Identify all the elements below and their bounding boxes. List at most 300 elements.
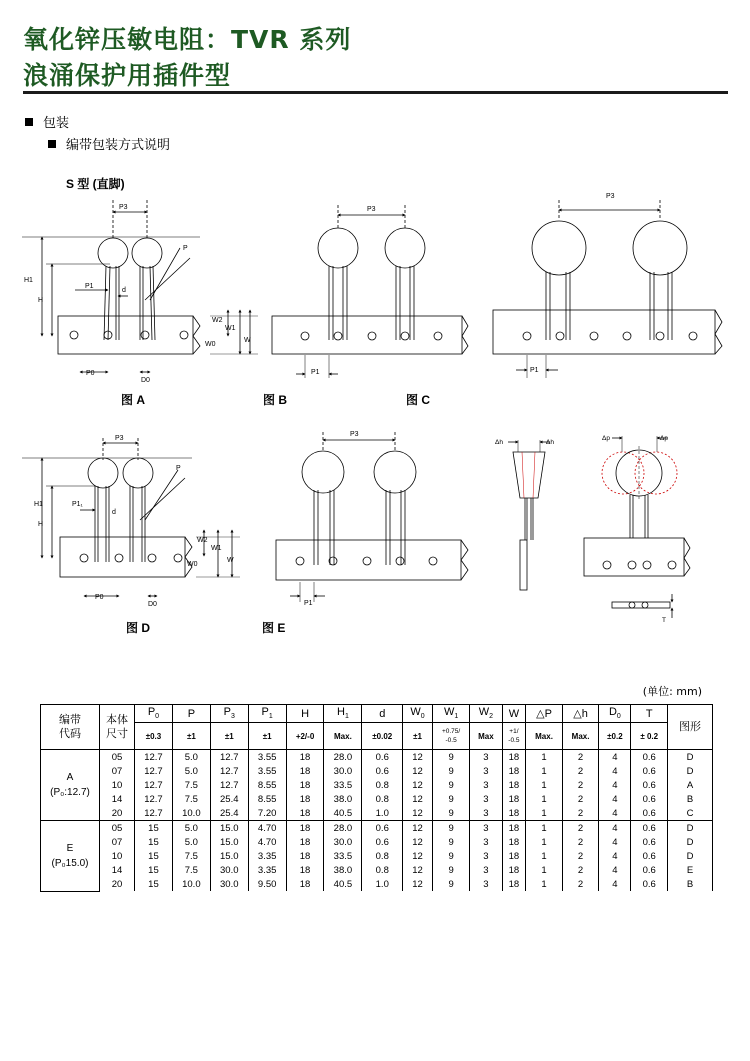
col-tolerance [172,723,210,750]
col-header: $D_0$ [599,705,631,723]
table-cell: 2 [562,778,599,792]
table-cell: 0.6 [631,750,668,765]
dim-p0-a: P0 [86,370,95,377]
table-cell: 20 [100,877,135,891]
table-cell: 2 [562,750,599,765]
unit-note: (单位: mm) [642,685,702,698]
table-cell: 2 [562,835,599,849]
table-cell: D [668,835,713,849]
dim-d0-d: D0 [148,601,157,608]
table-cell: 18 [502,835,526,849]
col-tolerance-l1: +1/ [509,728,519,735]
table-cell: 12.7 [210,778,248,792]
table-cell: 0.6 [631,806,668,821]
table-cell: 9 [432,806,469,821]
table-cell: 10 [100,778,135,792]
table-row [41,877,713,891]
table-cell: 12 [403,821,433,836]
table-cell: 4 [599,821,631,836]
table-tolerance-row [41,723,713,750]
col-tolerance [403,723,433,750]
table-cell: 18 [286,806,324,821]
col-tolerance [286,723,324,750]
col-tolerance-value: Max. [571,731,590,741]
table-cell: 3 [470,764,502,778]
col-header-sub: 0 [616,713,621,721]
dim-w1-d: W1 [211,545,222,552]
table-cell: 0.6 [631,849,668,863]
table-cell: E [668,863,713,877]
col-tolerance-value: ± 0.2 [640,731,659,741]
table-cell: 4.70 [248,835,286,849]
table-cell: 18 [286,821,324,836]
table-cell: 3.35 [248,863,286,877]
table-cell: 0.6 [631,835,668,849]
table-cell: 1 [526,863,563,877]
table-cell: 18 [286,835,324,849]
col-tolerance-value: ±1 [413,731,422,741]
table-cell: 8.55 [248,778,286,792]
table-cell: 18 [286,750,324,765]
table-cell: 12.7 [135,792,173,806]
col-tolerance [362,723,403,750]
table-cell: 3.55 [248,750,286,765]
table-cell: 10 [100,849,135,863]
table-cell: 25.4 [210,806,248,821]
col-tolerance [324,723,362,750]
table-cell: 4 [599,806,631,821]
dim-d0-a: D0 [141,377,150,384]
table-cell: 18 [286,877,324,891]
table-cell: 4 [599,863,631,877]
table-cell: 18 [502,806,526,821]
table-cell: 33.5 [324,778,362,792]
table-cell: 12 [403,778,433,792]
col-tolerance [210,723,248,750]
table-cell: 9 [432,750,469,765]
table-cell: 12 [403,835,433,849]
col-header: $W_2$ [470,705,502,723]
table-cell: 1 [526,750,563,765]
dim-dh-left: Δh [495,439,503,446]
dim-d-a: d [122,287,126,294]
table-cell: 18 [286,764,324,778]
dim-p3-d: P3 [115,435,124,442]
col-tape-code [41,705,100,750]
delta-h-diagram [495,439,554,590]
table-cell: 9 [432,778,469,792]
table-cell: 15 [135,849,173,863]
table-row [41,792,713,806]
table-cell: 25.4 [210,792,248,806]
table-cell: D [668,750,713,765]
table-cell: D [668,764,713,778]
table-cell: 30.0 [210,863,248,877]
table-cell: 5.0 [172,750,210,765]
dim-p3-e: P3 [350,431,359,438]
table-cell: 10.0 [172,877,210,891]
table-cell: 4 [599,849,631,863]
col-figure: 图形 [668,705,713,750]
col-tape-code-l1: 编带 [59,714,81,726]
col-tolerance-value: Max. [334,731,352,741]
table-cell: 18 [286,863,324,877]
table-cell: 4.70 [248,821,286,836]
table-cell: 18 [502,863,526,877]
table-cell: 10.0 [172,806,210,821]
dim-h-a: H [38,297,44,304]
col-tolerance-value: ±1 [262,731,272,741]
delta-p-diagram [584,435,690,624]
table-cell: 12 [403,792,433,806]
col-tolerance-value: ±0.2 [607,731,623,741]
figure-c-diagram [493,193,722,378]
page-title: 氧化锌压敏电阻：TVR 系列 [23,25,352,54]
col-body-size-l1: 本体 [106,714,128,726]
col-tolerance-value: ±1 [224,731,234,741]
table-cell: 3 [470,863,502,877]
table-cell: 1.0 [362,806,403,821]
col-header: H [286,705,324,723]
figure-d-diagram [22,435,240,608]
dim-d-d: d [112,509,116,516]
figure-b-caption: 图 B [263,393,288,407]
table-cell: 12 [403,849,433,863]
table-cell: 4 [599,835,631,849]
dim-t: T [662,617,666,624]
table-cell: 15.0 [210,849,248,863]
table-cell: 30.0 [324,835,362,849]
col-tolerance-value: Max. [535,731,553,741]
table-cell: 1.0 [362,877,403,891]
dim-h-d: H [38,521,44,528]
table-cell: 4 [599,778,631,792]
group-code: A [66,772,74,783]
col-header: $P_3$ [210,705,248,723]
s-type-label: S 型 (直脚) [66,177,125,191]
table-cell: 5.0 [172,835,210,849]
table-cell: 7.5 [172,778,210,792]
table-cell: 33.5 [324,849,362,863]
table-cell: 0.8 [362,792,403,806]
table-cell: 3 [470,806,502,821]
table-cell: 9 [432,863,469,877]
table-cell: 12.7 [135,778,173,792]
dim-p3-a: P3 [119,204,128,211]
table-cell: 3.55 [248,764,286,778]
col-tolerance-value: ±0.3 [145,731,162,741]
table-row [41,750,713,765]
table-cell: 12 [403,764,433,778]
table-cell: 05 [100,821,135,836]
group-code-cell [41,750,100,821]
table-cell: 4 [599,750,631,765]
col-tolerance-value: Max [478,731,494,741]
table-cell: 0.8 [362,849,403,863]
table-cell: 28.0 [324,821,362,836]
table-cell: D [668,821,713,836]
table-cell: 18 [286,778,324,792]
dim-p1-d: P1₁ [72,501,83,508]
table-cell: 15.0 [210,835,248,849]
table-cell: 3 [470,821,502,836]
table-cell: 0.6 [631,821,668,836]
col-tolerance-l2: -0.5 [445,737,457,744]
table-cell: 0.6 [362,835,403,849]
table-cell: 0.6 [631,877,668,891]
col-tolerance-value: +2/-0 [295,731,315,741]
col-header: $H_1$ [324,705,362,723]
col-body-size [100,705,135,750]
table-cell: 9 [432,849,469,863]
table-cell: 15 [135,821,173,836]
table-cell: 40.5 [324,806,362,821]
table-cell: 3 [470,835,502,849]
dim-p3-b: P3 [367,206,376,213]
table-cell: 4 [599,792,631,806]
table-cell: 9 [432,835,469,849]
col-header: W [502,705,526,723]
col-header: $W_0$ [403,705,433,723]
dim-dp-left: Δp [602,435,610,442]
section-packaging-label: 包装 [43,116,70,131]
table-cell: 12 [403,863,433,877]
group-code: E [66,842,74,854]
page-subtitle: 浪涌保护用插件型 [23,61,232,90]
dim-p1-b: P1 [311,369,320,376]
table-cell: 3 [470,792,502,806]
col-header-sub: 1 [454,713,459,721]
table-cell: 3 [470,778,502,792]
table-row [41,806,713,821]
dim-w2-a: W2 [212,317,223,324]
table-cell: 14 [100,863,135,877]
table-cell: 0.6 [631,764,668,778]
table-cell: 2 [562,764,599,778]
table-cell: 15 [135,863,173,877]
col-tolerance [599,723,631,750]
col-header-sub: 0 [420,713,425,721]
table-cell: 0.6 [631,863,668,877]
table-cell: 18 [286,792,324,806]
col-header: $W_1$ [432,705,469,723]
col-header-sub: 1 [268,713,273,721]
dim-h1-d: H1 [34,501,43,508]
table-cell: 9 [432,792,469,806]
col-tolerance [248,723,286,750]
table-cell: 3 [470,849,502,863]
table-cell: 12 [403,806,433,821]
col-tolerance [631,723,668,750]
col-header: T [631,705,668,723]
col-header-sub: 0 [155,713,160,721]
group-code-note: (P₀:12.7) [50,787,90,798]
dim-p1-a: P1 [85,283,94,290]
col-tolerance-value: ±0.02 [372,731,393,741]
col-body-size-l2: 尺寸 [106,728,128,740]
table-cell: 18 [502,778,526,792]
table-cell: 1 [526,835,563,849]
table-cell: 38.0 [324,863,362,877]
dim-h1-a: H1 [24,277,33,284]
col-header: P [172,705,210,723]
figure-a-diagram [22,200,258,384]
figure-d-caption: 图 D [126,621,151,635]
table-cell: 2 [562,849,599,863]
table-cell: 1 [526,806,563,821]
table-cell: C [668,806,713,821]
table-cell: 12.7 [135,764,173,778]
table-row [41,764,713,778]
dim-w1-a: W1 [225,325,236,332]
table-cell: 4 [599,877,631,891]
table-cell: 1 [526,778,563,792]
table-cell: 18 [502,821,526,836]
table-cell: 1 [526,877,563,891]
table-cell: 3 [470,877,502,891]
table-cell: 1 [526,792,563,806]
table-cell: 12.7 [210,750,248,765]
table-row [41,821,713,836]
table-cell: 18 [502,750,526,765]
table-cell: 12 [403,877,433,891]
table-cell: B [668,877,713,891]
table-cell: 7.5 [172,792,210,806]
dim-w0-d: W0 [187,561,198,568]
table-cell: 14 [100,792,135,806]
table-cell: 05 [100,750,135,765]
col-header-sub: 3 [230,713,235,721]
table-cell: 0.6 [362,764,403,778]
dim-dp-right: Δp [660,435,668,442]
col-header: $P_1$ [248,705,286,723]
table-cell: 18 [502,792,526,806]
figure-b-diagram [272,205,468,378]
table-cell: 9 [432,821,469,836]
table-cell: 0.6 [362,750,403,765]
table-cell: 2 [562,792,599,806]
group-code-cell [41,821,100,892]
table-cell: 1 [526,764,563,778]
table-cell: 18 [502,764,526,778]
table-cell: 0.6 [631,792,668,806]
table-cell: 5.0 [172,764,210,778]
table-cell: D [668,849,713,863]
dim-p1-e: P1 [304,600,313,607]
table-cell: 07 [100,764,135,778]
table-cell: 8.55 [248,792,286,806]
table-cell: 12.7 [135,750,173,765]
table-cell: 0.6 [631,778,668,792]
table-cell: 0.8 [362,778,403,792]
table-cell: 1 [526,821,563,836]
dim-p3-c: P3 [606,193,615,200]
table-row [41,863,713,877]
table-cell: 15.0 [210,821,248,836]
dim-w-a: W [244,337,251,344]
col-tolerance [562,723,599,750]
table-cell: 18 [502,849,526,863]
table-cell: 15 [135,877,173,891]
dim-p-d: P [176,465,181,472]
table-cell: 0.8 [362,863,403,877]
table-cell: 9 [432,877,469,891]
figure-e-diagram [276,431,468,607]
table-cell: 12 [403,750,433,765]
table-cell: 9 [432,764,469,778]
col-tolerance [135,723,173,750]
col-header-sub: 2 [489,713,494,721]
dim-w2-d: W2 [197,537,208,544]
table-cell: 12.7 [210,764,248,778]
col-tolerance-l2: -0.5 [508,737,520,744]
table-cell: 20 [100,806,135,821]
col-tolerance [470,723,502,750]
table-cell: 2 [562,806,599,821]
table-cell: 07 [100,835,135,849]
table-cell: 2 [562,863,599,877]
col-header-sub: 1 [344,713,349,721]
figure-e-caption: 图 E [262,621,286,635]
table-row [41,778,713,792]
table-header-row [41,705,713,723]
section-packaging-desc-label: 编带包装方式说明 [66,138,171,153]
figure-c-caption: 图 C [406,393,431,407]
col-tolerance [526,723,563,750]
group-code-note: (P₀15.0) [51,857,89,869]
table-cell: 38.0 [324,792,362,806]
col-header: △h [562,705,599,723]
table-cell: 7.5 [172,863,210,877]
table-cell: 18 [502,877,526,891]
table-cell: B [668,792,713,806]
table-cell: 9.50 [248,877,286,891]
dim-p1-c: P1 [530,367,539,374]
table-cell: 3.35 [248,849,286,863]
table-cell: 40.5 [324,877,362,891]
table-cell: A [668,778,713,792]
dim-p0-d: P0 [95,594,104,601]
dim-w0-a: W0 [205,341,216,348]
col-header: $P_0$ [135,705,173,723]
table-row [41,849,713,863]
col-tolerance [432,723,469,750]
table-cell: 7.20 [248,806,286,821]
table-cell: 15 [135,835,173,849]
figure-a-caption: 图 A [121,393,146,407]
table-cell: 30.0 [324,764,362,778]
table-cell: 2 [562,821,599,836]
table-cell: 7.5 [172,849,210,863]
dim-p-a: P [183,245,188,252]
col-tape-code-l2: 代码 [59,728,81,740]
taping-spec-table [40,704,713,892]
table-cell: 4 [599,764,631,778]
table-cell: 12.7 [135,806,173,821]
col-tolerance-value: ±1 [186,731,196,741]
table-cell: 1 [526,849,563,863]
table-cell: 30.0 [210,877,248,891]
table-cell: 28.0 [324,750,362,765]
col-tolerance-l1: +0.75/ [441,728,461,735]
dim-dh-right: Δh [546,439,554,446]
dim-w-d: W [227,557,234,564]
col-header: d [362,705,403,723]
table-cell: 2 [562,877,599,891]
table-cell: 18 [286,849,324,863]
col-tolerance [502,723,526,750]
col-header: △P [526,705,563,723]
